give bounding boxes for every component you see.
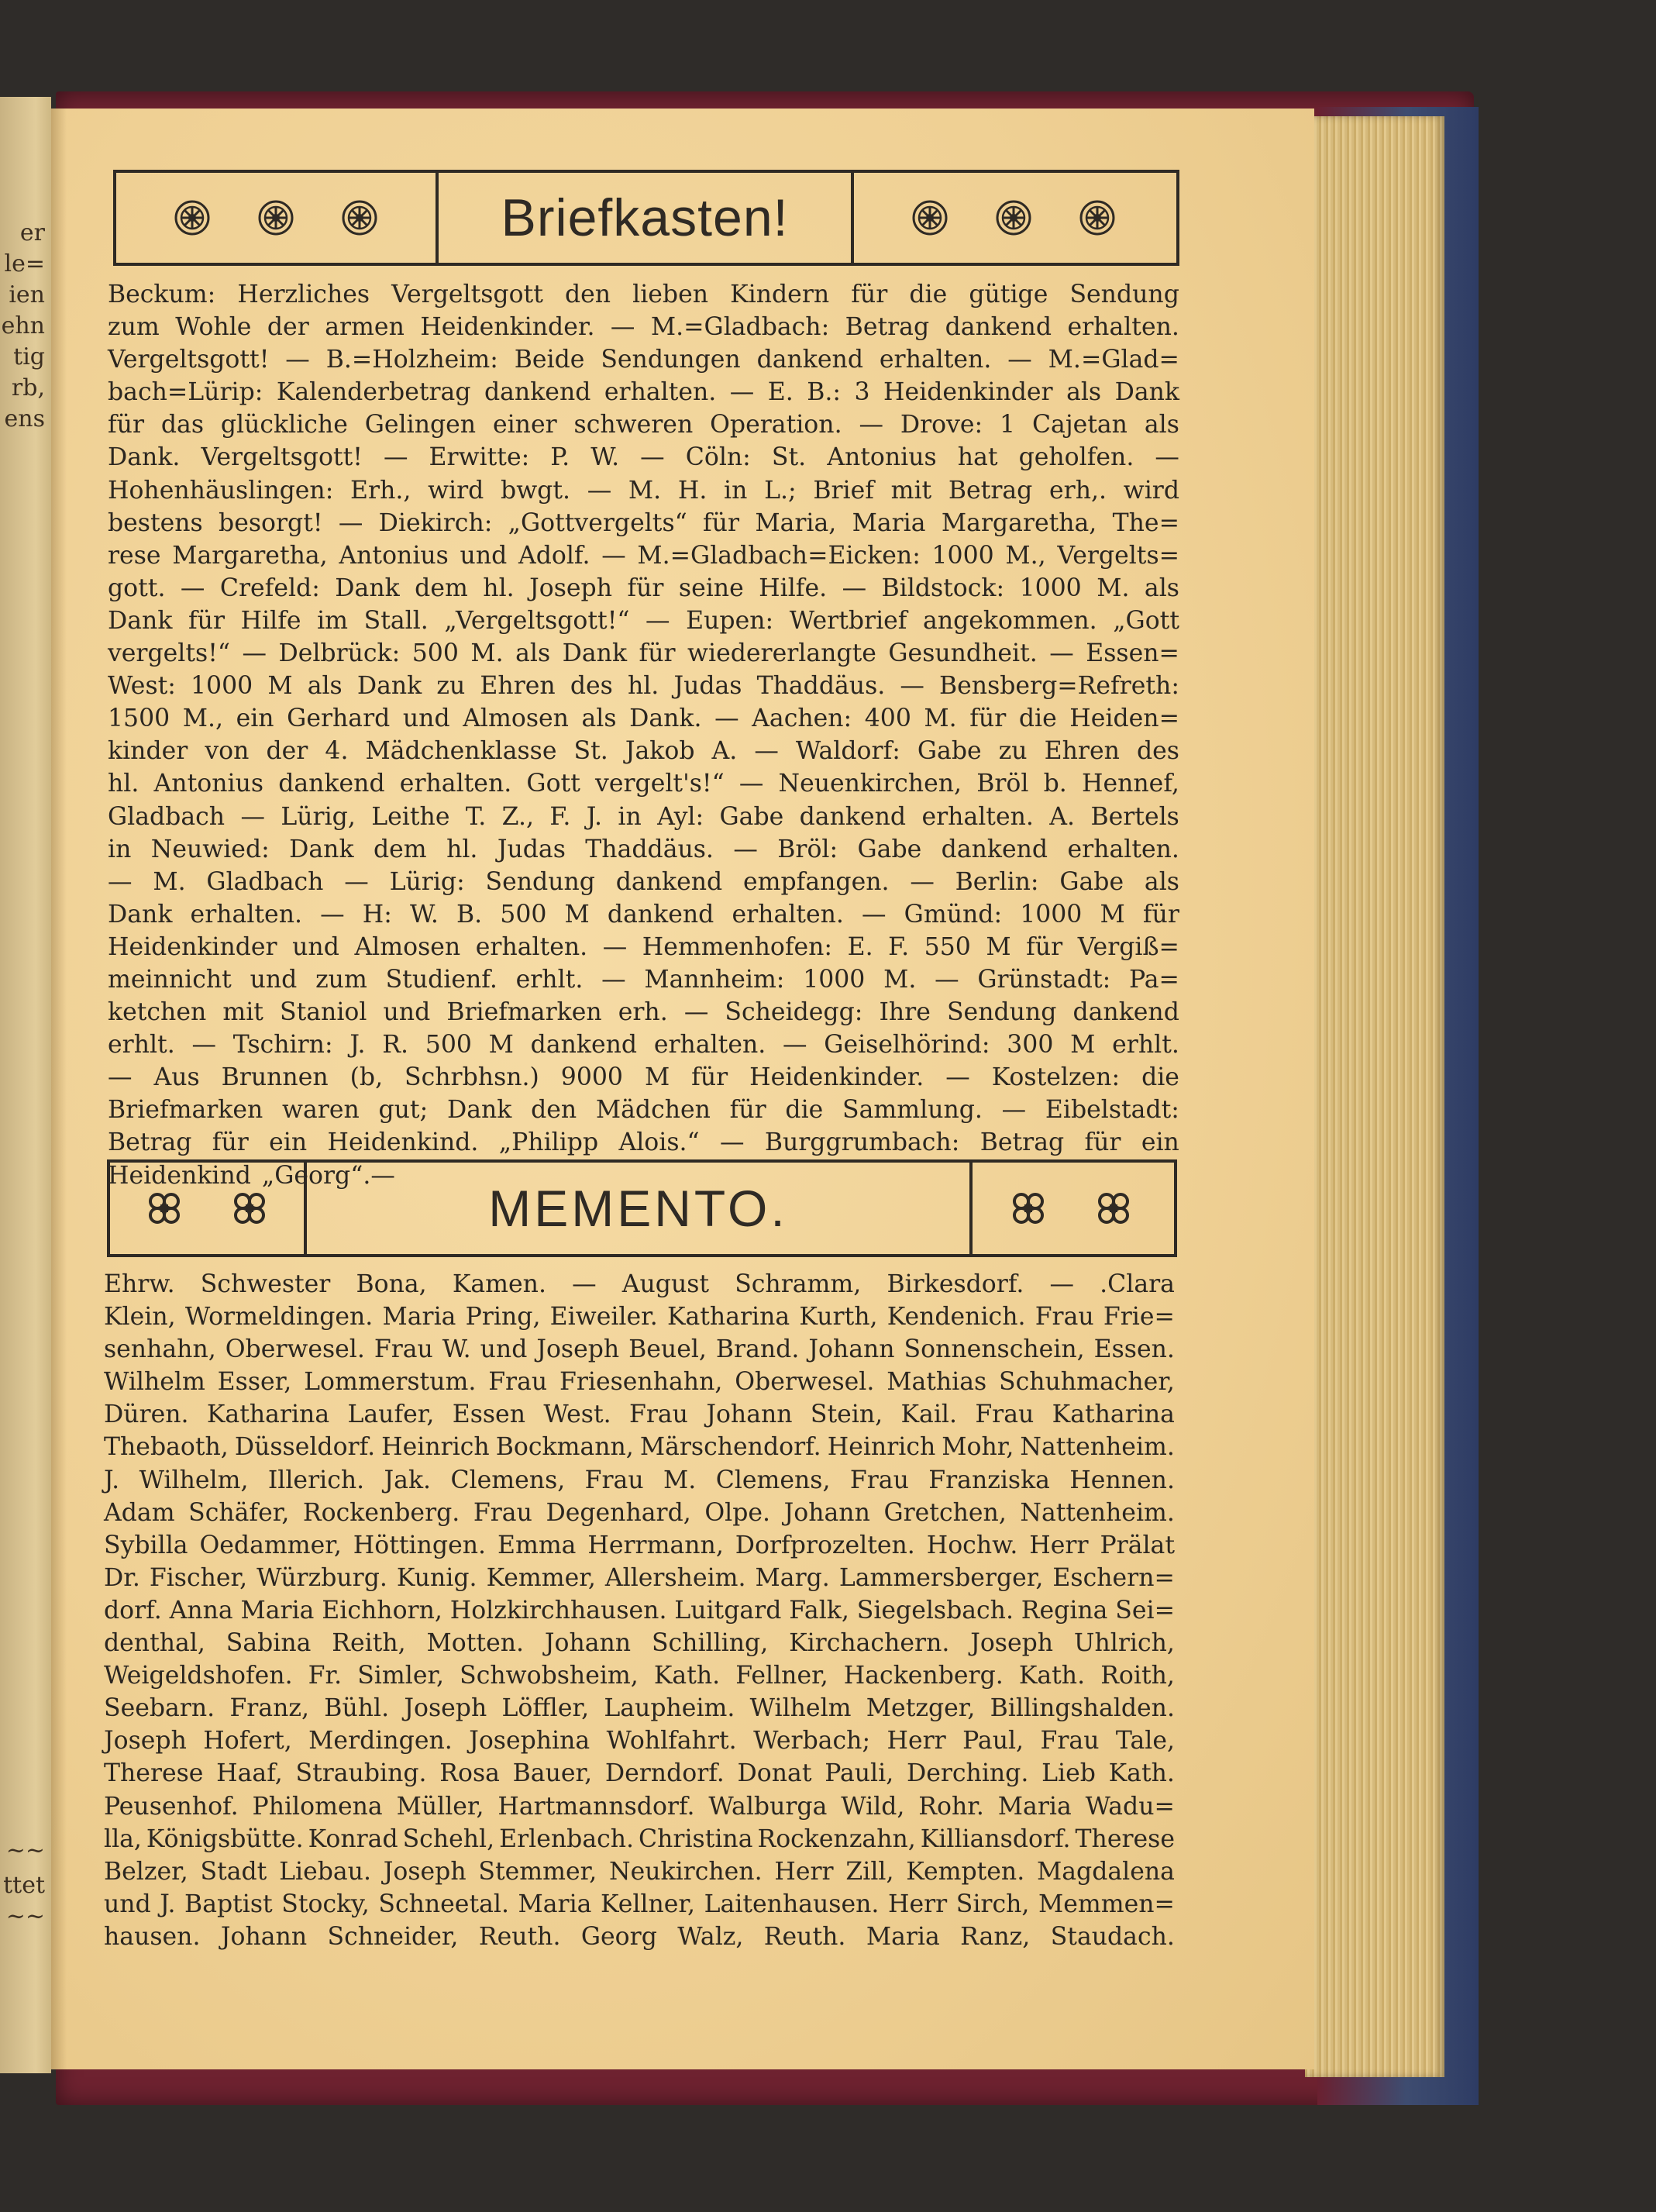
text-line: bestens besorgt! — Diekirch: „Gottvergelts“ für Maria, Maria Margaretha, The=: [108, 508, 1179, 537]
text-line: Klein, Wormeldingen. Maria Pring, Eiweiler. Katharina Kurth, Kendenich. Frau Frie=: [104, 1303, 1175, 1332]
text-line: — Aus Brunnen (b, Schrbhsn.) 9000 M für Heidenkinder. — Kostelzen: die: [108, 1063, 1179, 1092]
margin-fragment: ~~: [5, 1837, 45, 1864]
text-line: Beckum: Herzliches Vergeltsgott den lieben Kindern für die gütige Sendung: [108, 281, 1179, 308]
clover-icon: [1008, 1188, 1048, 1228]
text-line: rese Margaretha, Antonius und Adolf. — M.=Gladbach=Eicken: 1000 M., Vergelts=: [108, 541, 1179, 570]
margin-fragment: tig: [13, 343, 45, 370]
page-stack: [1305, 116, 1444, 2077]
left-page-edge: [0, 97, 51, 2073]
text-line: Peusenhof. Philomena Müller, Hartmannsdorf. Walburga Wild, Rohr. Maria Wadu=: [104, 1792, 1175, 1821]
briefkasten-header: [113, 170, 1179, 266]
text-line: Heidenkinder und Almosen erhalten. — Hemmenhofen: E. F. 550 M für Vergiß=: [108, 932, 1179, 961]
text-line: Betrag für ein Heidenkind. „Philipp Alois.“ — Burggrumbach: Betrag für ein: [108, 1128, 1179, 1157]
text-line: dorf. Anna Maria Eichhorn, Holzkirchhausen. Luitgard Falk, Siegelsbach. Regina Sei=: [104, 1596, 1175, 1625]
text-line: Dank erhalten. — H: W. B. 500 M dankend erhalten. — Gmünd: 1000 M für: [108, 900, 1179, 929]
text-line: Joseph Hofert, Merdingen. Josephina Wohlfahrt. Werbach; Herr Paul, Frau Tale,: [104, 1727, 1175, 1755]
text-line: West: 1000 M als Dank zu Ehren des hl. Judas Thaddäus. — Bensberg=Refreth:: [108, 672, 1179, 701]
briefkasten-text: [108, 278, 1179, 1192]
text-line: — M. Gladbach — Lürig: Sendung dankend empfangen. — Berlin: Gabe als: [108, 867, 1179, 896]
text-line: denthal, Sabina Reith, Motten. Johann Schilling, Kirchachern. Joseph Uhlrich,: [104, 1629, 1175, 1658]
clover-icon: [1093, 1188, 1134, 1228]
text-line: vergelts!“ — Delbrück: 500 M. als Dank für wiedererlangte Gesundheit. — Essen=: [108, 639, 1179, 668]
text-line: Wilhelm Esser, Lommerstum. Frau Friesenhahn, Oberwesel. Mathias Schuhmacher,: [104, 1368, 1175, 1397]
text-line: Heidenkind „Georg“.—: [108, 1161, 395, 1190]
header-ornament-group-right: [854, 173, 1173, 263]
rosette-icon: [340, 198, 379, 237]
text-line: Weigeldshofen. Fr. Simler, Schwobsheim, Kath. Fellner, Hackenberg. Kath. Roith,: [104, 1662, 1175, 1690]
text-line: Vergeltsgott! — B.=Holzheim: Beide Sendungen dankend erhalten. — M.=Glad=: [108, 346, 1179, 374]
text-line: Adam Schäfer, Rockenberg. Frau Degenhard, Olpe. Johann Gretchen, Nattenheim.: [104, 1498, 1175, 1527]
text-line: Gladbach — Lürig, Leithe T. Z., F. J. in Ayl: Gabe dankend erhalten. A. Bertels: [108, 802, 1179, 831]
text-line: erhlt. — Tschirn: J. R. 500 M dankend erhalten. — Geiselhörind: 300 M erhlt.: [108, 1031, 1179, 1059]
text-line: zum Wohle der armen Heidenkinder. — M.=Gladbach: Betrag dankend erhalten.: [108, 313, 1179, 342]
text-line: Seebarn. Franz, Bühl. Joseph Löffler, Laupheim. Wilhelm Metzger, Billingshalden.: [104, 1694, 1175, 1723]
text-line: Düren. Katharina Laufer, Essen West. Frau Johann Stein, Kail. Frau Katharina: [104, 1401, 1175, 1429]
margin-fragment: er: [19, 219, 45, 246]
text-line: und J. Baptist Stocky, Schneetal. Maria Kellner, Laitenhausen. Herr Sirch, Memmen=: [104, 1890, 1175, 1918]
text-line: Thebaoth, Düsseldorf. Heinrich Bockmann, Märschendorf. Heinrich Mohr, Nattenheim.: [104, 1433, 1175, 1462]
text-line: gott. — Crefeld: Dank dem hl. Joseph für seine Hilfe. — Bildstock: 1000 M. als: [108, 574, 1179, 602]
text-line: Hohenhäuslingen: Erh., wird bwgt. — M. H. in L.; Brief mit Betrag erh,. wird: [108, 476, 1179, 505]
margin-fragment: rb,: [11, 374, 45, 401]
margin-fragment: ien: [9, 281, 45, 308]
text-line: Briefmarken waren gut; Dank den Mädchen für die Sammlung. — Eibelstadt:: [108, 1096, 1179, 1125]
text-line: Dank. Vergeltsgott! — Erwitte: P. W. — Cöln: St. Antonius hat geholfen. —: [108, 443, 1179, 472]
text-line: Therese Haaf, Straubing. Rosa Bauer, Derndorf. Donat Pauli, Derching. Lieb Kath.: [104, 1759, 1175, 1788]
rosette-icon: [173, 198, 212, 237]
text-line: 1500 M., ein Gerhard und Almosen als Dank. — Aachen: 400 M. für die Heiden=: [108, 705, 1179, 733]
clover-icon: [229, 1188, 270, 1228]
text-line: ketchen mit Staniol und Briefmarken erh. — Scheidegg: Ihre Sendung dankend: [108, 998, 1179, 1027]
text-line: in Neuwied: Dank dem hl. Judas Thaddäus. — Bröl: Gabe dankend erhalten.: [108, 835, 1179, 863]
text-line: Belzer, Stadt Liebau. Joseph Stemmer, Neukirchen. Herr Zill, Kempten. Magdalena: [104, 1857, 1175, 1886]
margin-fragment: le=: [4, 250, 45, 277]
briefkasten-title: Briefkasten!: [436, 173, 854, 263]
rosette-icon: [911, 198, 949, 237]
rosette-icon: [994, 198, 1033, 237]
text-line: Dr. Fischer, Würzburg. Kunig. Kemmer, Allersheim. Marg. Lammersberger, Eschern=: [104, 1563, 1175, 1592]
text-line: senhahn, Oberwesel. Frau W. und Joseph Beuel, Brand. Johann Sonnenschein, Essen.: [104, 1335, 1175, 1364]
header-ornament-group-left: [110, 1163, 304, 1254]
memento-title: MEMENTO.: [304, 1163, 973, 1254]
margin-fragment: ehn: [1, 312, 45, 339]
text-line: Ehrw. Schwester Bona, Kamen. — August Schramm, Birkesdorf. — .Clara: [104, 1270, 1175, 1298]
text-line: J. Wilhelm, Illerich. Jak. Clemens, Frau M. Clemens, Frau Franziska Hennen.: [104, 1466, 1175, 1494]
text-line: kinder von der 4. Mädchenklasse St. Jakob A. — Waldorf: Gabe zu Ehren des: [108, 737, 1179, 766]
text-line: Sybilla Oedammer, Höttingen. Emma Herrmann, Dorfprozelten. Hochw. Herr Prälat: [104, 1531, 1175, 1559]
memento-text: [104, 1268, 1175, 1953]
text-line: Dank für Hilfe im Stall. „Vergeltsgott!“ — Eupen: Wertbrief angekommen. „Gott: [108, 606, 1179, 635]
margin-fragment: ttet: [3, 1872, 45, 1899]
page-gutter-shadow: [51, 109, 67, 2069]
margin-fragment: ~~: [5, 1903, 45, 1930]
clover-icon: [144, 1188, 184, 1228]
rosette-icon: [1078, 198, 1117, 237]
text-line: lla, Königsbütte. Konrad Schehl, Erlenbach. Christina Rockenzahn, Killiansdorf. Therese: [104, 1824, 1175, 1853]
margin-fragment: ens: [4, 405, 45, 432]
header-ornament-group-left: [116, 173, 436, 263]
rosette-icon: [256, 198, 295, 237]
header-ornament-group-right: [973, 1163, 1169, 1254]
text-line: hausen. Johann Schneider, Reuth. Georg Walz, Reuth. Maria Ranz, Staudach.: [104, 1922, 1175, 1951]
text-line: für das glückliche Gelingen einer schweren Operation. — Drove: 1 Cajetan als: [108, 411, 1179, 439]
text-line: bach=Lürip: Kalenderbetrag dankend erhalten. — E. B.: 3 Heidenkinder als Dank: [108, 378, 1179, 407]
memento-header: [107, 1159, 1177, 1257]
text-line: hl. Antonius dankend erhalten. Gott vergelt's!“ — Neuenkirchen, Bröl b. Hennef,: [108, 770, 1179, 798]
text-line: meinnicht und zum Studienf. erhlt. — Mannheim: 1000 M. — Grünstadt: Pa=: [108, 965, 1179, 994]
